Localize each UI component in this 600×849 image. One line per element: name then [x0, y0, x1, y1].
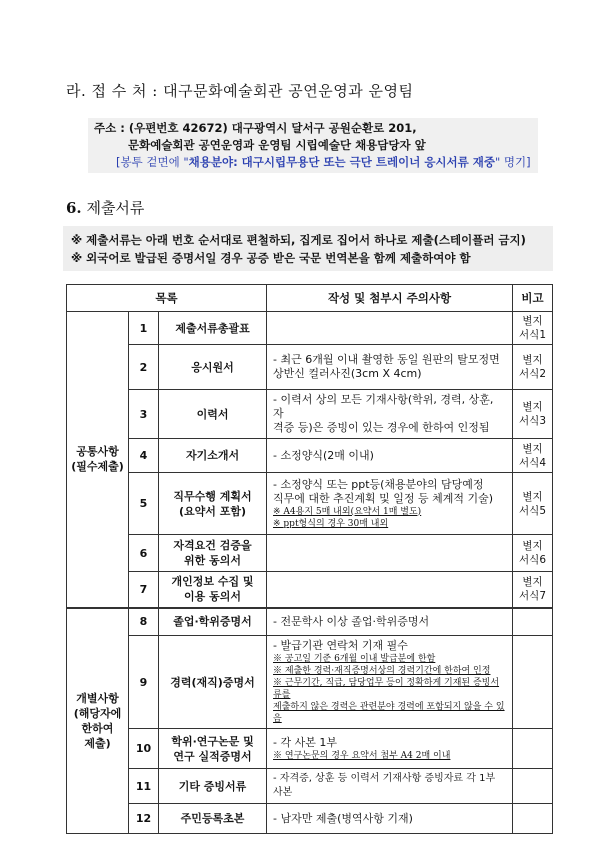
envelope-note: [봉투 겉면에 "채용분야: 대구시립무용단 또는 극단 트레이너 응시서류 재중" 명기]	[116, 155, 531, 169]
group-individual: 개별사항 (해당자에 한하여 제출)	[67, 608, 129, 834]
table-row: 2 응시원서 - 최근 6개월 이내 촬영한 동일 원판의 탈모정면 상반신 컬러사진(3cm X 4cm) 별지 서식2	[67, 345, 553, 390]
section-title: 6. 제출서류	[66, 199, 145, 217]
notice-box	[63, 226, 553, 271]
header-notes: 작성 및 첨부시 주의사항	[267, 285, 513, 312]
address-box	[88, 118, 538, 173]
table-row: 6 자격요건 검증을 위한 동의서 별지 서식6	[67, 535, 553, 572]
table-row: 공통사항 (필수제출) 1 제출서류총괄표 별지 서식1	[67, 312, 553, 345]
header-remarks: 비고	[513, 285, 553, 312]
table-header-row	[67, 285, 553, 312]
notice-line-1: ※ 제출서류는 아래 번호 순서대로 편철하되, 집게로 집어서 하나로 제출(스테이플러 금지)	[71, 233, 526, 247]
documents-table	[66, 284, 553, 834]
notice-line-2: ※ 외국어로 발급된 증명서일 경우 공증 받은 국문 번역본을 함께 제출하여야 함	[71, 251, 471, 265]
address-line-2: 문화예술회관 공연운영과 운영팀 시립예술단 채용담당자 앞	[128, 138, 426, 152]
table-row: 9 경력(재직)증명서 - 발급기관 연락처 기재 필수 ※ 공고일 기준 6개월 이내 발급분에 한함 ※ 제출한 경력·재직증명서상의 경력기간에 한하여 인정 ※ 근무기간, 직급, 담당업무 등이 정확하게 기재된 증빙서류를 제출하지 않은 경력은 관련분야 경력에 포함되지 않을 수 있음	[67, 636, 553, 729]
header-items: 목록	[67, 285, 267, 312]
table-row: 10 학위·연구논문 및 연구 실적증명서 - 각 사본 1부 ※ 연구논문의 경우 요약서 첨부 A4 2매 이내	[67, 729, 553, 769]
table-row: 4 자기소개서 - 소정양식(2매 이내) 별지 서식4	[67, 439, 553, 473]
table-row: 11 기타 증빙서류 - 자격증, 상훈 등 이력서 기재사항 증빙자료 각 1부 사본	[67, 769, 553, 804]
contact-heading: 라. 접 수 처 : 대구문화예술회관 공연운영과 운영팀	[66, 82, 414, 100]
table-row: 12 주민등록초본 - 남자만 제출(병역사항 기재)	[67, 804, 553, 834]
group-common: 공통사항 (필수제출)	[67, 312, 129, 608]
address-line-1: 주소 : (우편번호 42672) 대구광역시 달서구 공원순환로 201,	[94, 121, 417, 135]
table-row: 3 이력서 - 이력서 상의 모든 기재사항(학위, 경력, 상훈, 자 격증 등)은 증빙이 있는 경우에 한하여 인정됨 별지 서식3	[67, 390, 553, 439]
table-row: 개별사항 (해당자에 한하여 제출) 8 졸업·학위증명서 - 전문학사 이상 졸업·학위증명서	[67, 608, 553, 636]
table-row: 5 직무수행 계획서 (요약서 포함) - 소정양식 또는 ppt등(채용분야의 담당예정 직무에 대한 추진계획 및 일정 등 체계적 기술) ※ A4용지 5매 내외(요약서 1매 별도) ※ ppt형식의 경우 30매 내외 별지 서식5	[67, 473, 553, 535]
table-row: 7 개인정보 수집 및 이용 동의서 별지 서식7	[67, 572, 553, 608]
